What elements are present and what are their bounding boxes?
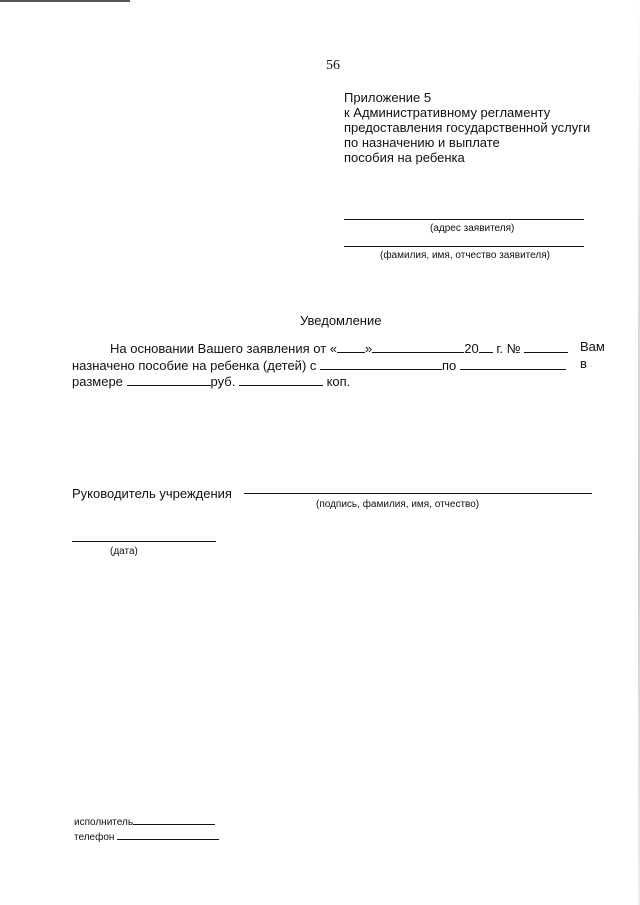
executor-label: исполнитель xyxy=(74,817,134,828)
date-field[interactable] xyxy=(72,541,216,542)
day-field[interactable] xyxy=(337,341,365,353)
notice-text-vam: Вам xyxy=(580,339,605,354)
month-field[interactable] xyxy=(372,341,464,353)
kopecks-field[interactable] xyxy=(239,374,323,386)
appendix-line: предоставления государственной услуги xyxy=(344,120,591,135)
head-signature-field[interactable] xyxy=(244,493,592,494)
notice-line-1 xyxy=(110,341,568,356)
appendix-line: Приложение 5 xyxy=(344,90,432,105)
phone-label: телефон xyxy=(74,832,115,843)
head-label: Руководитель учреждения xyxy=(72,486,232,501)
notice-line-3 xyxy=(72,374,350,389)
phone-row xyxy=(74,830,219,843)
executor-row xyxy=(74,815,215,828)
notice-text: руб. xyxy=(210,374,236,389)
executor-field[interactable] xyxy=(133,815,215,825)
notice-title: Уведомление xyxy=(300,313,382,328)
appendix-line: по назначению и выплате xyxy=(344,135,500,150)
notice-text: На основании Вашего заявления от « xyxy=(110,341,338,356)
page-number: 56 xyxy=(326,58,340,73)
applicant-address-caption: (адрес заявителя) xyxy=(430,223,515,234)
year-field[interactable] xyxy=(479,341,493,353)
phone-field[interactable] xyxy=(117,830,219,840)
appendix-line: пособия на ребенка xyxy=(344,150,465,165)
notice-text: коп. xyxy=(326,374,351,389)
application-number-field[interactable] xyxy=(524,341,568,353)
notice-line-2 xyxy=(72,358,566,373)
head-signature-caption: (подпись, фамилия, имя, отчество) xyxy=(316,499,480,510)
notice-text: г. № xyxy=(496,341,521,356)
notice-text: 20 xyxy=(464,341,479,356)
applicant-name-caption: (фамилия, имя, отчество заявителя) xyxy=(380,250,550,261)
applicant-address-field[interactable] xyxy=(344,219,584,220)
benefit-start-date-field[interactable] xyxy=(320,358,442,370)
notice-text: размере xyxy=(72,374,123,389)
notice-text: назначено пособие на ребенка (детей) с xyxy=(72,358,317,373)
rubles-field[interactable] xyxy=(127,374,211,386)
notice-text-v: в xyxy=(580,356,587,371)
benefit-end-date-field[interactable] xyxy=(460,358,566,370)
applicant-name-field[interactable] xyxy=(344,246,584,247)
date-caption: (дата) xyxy=(110,546,138,557)
appendix-line: к Административному регламенту xyxy=(344,105,551,120)
scan-edge-mark xyxy=(0,0,130,2)
notice-text: по xyxy=(442,358,457,373)
notice-text: » xyxy=(365,341,373,356)
appendix-header xyxy=(344,90,590,165)
